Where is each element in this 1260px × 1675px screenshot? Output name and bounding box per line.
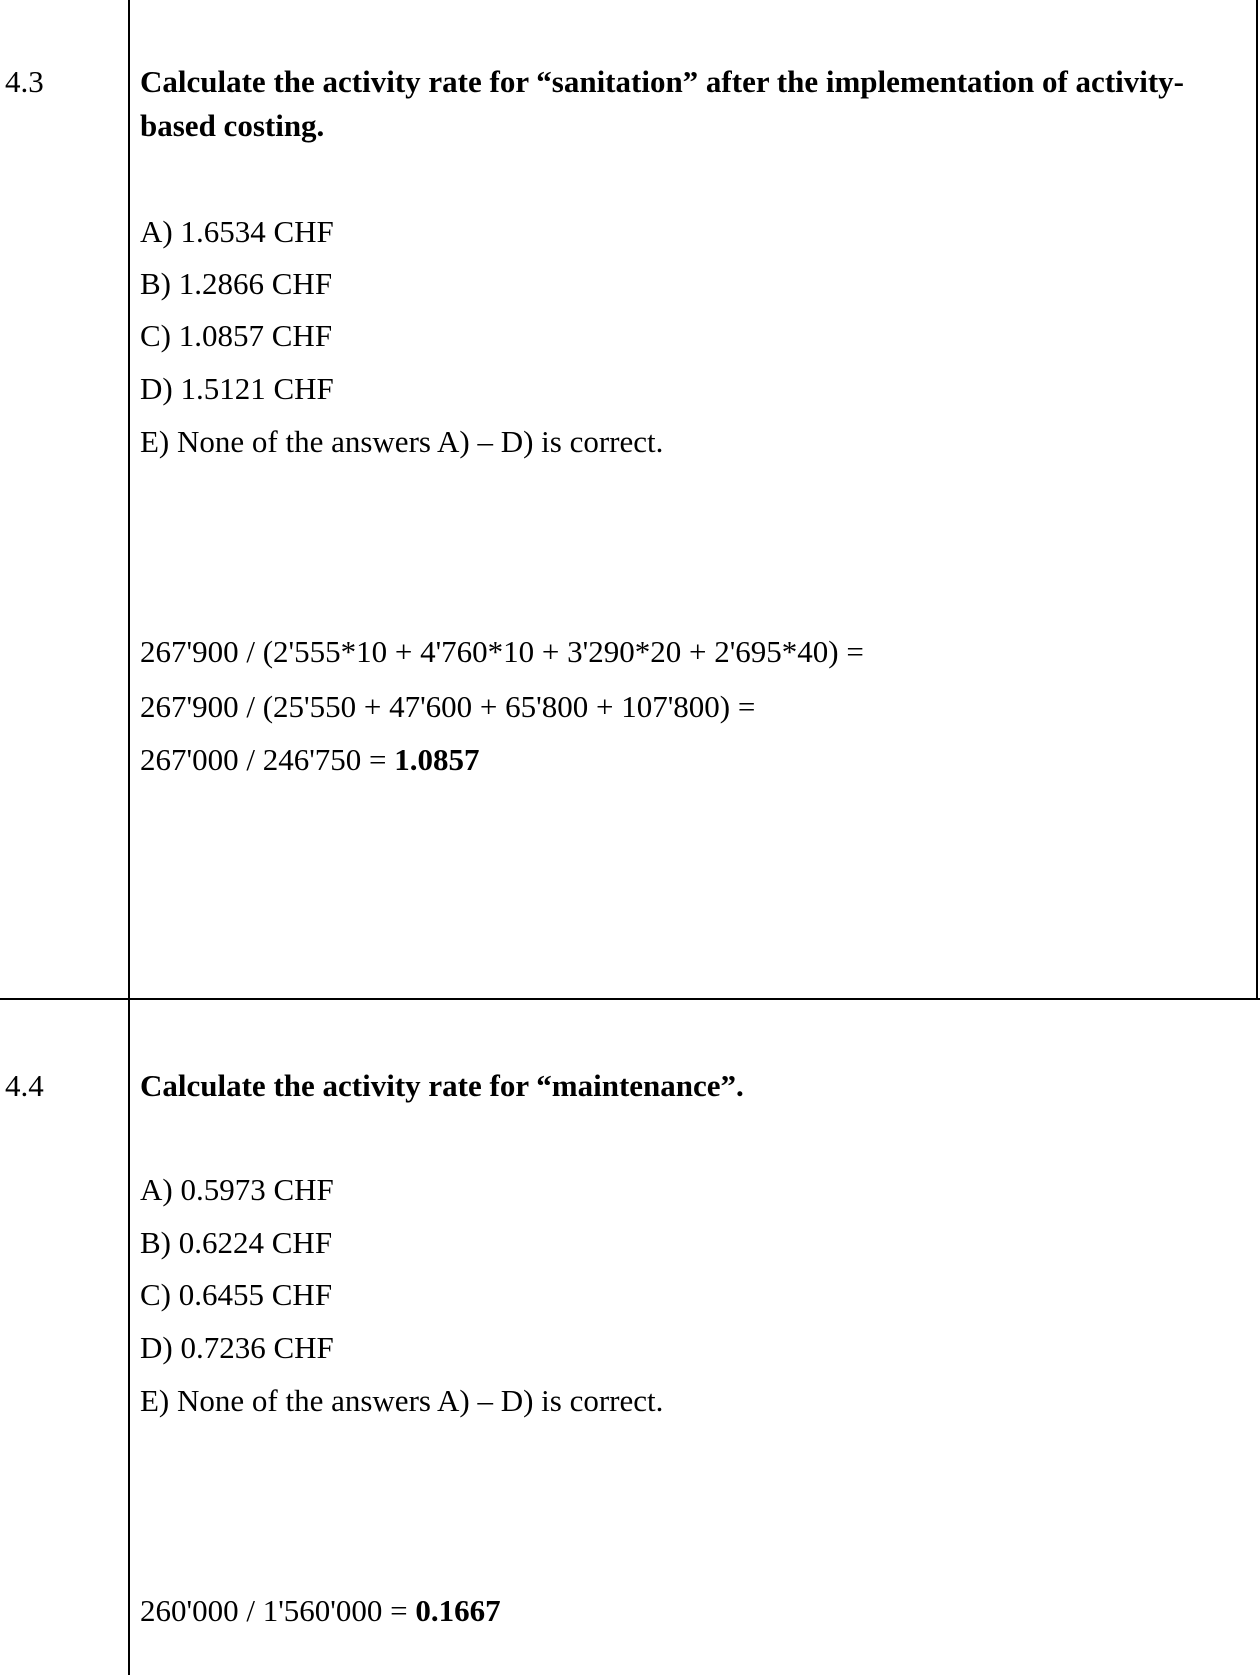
calc-result: 1.0857: [394, 742, 480, 777]
row-divider: [0, 998, 1260, 1000]
calc-text: 267'000 / 246'750 =: [140, 742, 395, 777]
calc-text: 260'000 / 1'560'000 =: [140, 1593, 416, 1628]
option-e: E) None of the answers A) – D) is correct.: [140, 1383, 664, 1418]
calculation-line: [140, 1593, 501, 1629]
option-c: C) 1.0857 CHF: [140, 318, 333, 353]
question-prompt: Calculate the activity rate for “sanitation” after the implementation of activity-based costing.: [140, 64, 1185, 143]
calc-text: 267'900 / (2'555*10 + 4'760*10 + 3'290*20 + 2'695*40) =: [140, 634, 864, 669]
option-a: A) 0.5973 CHF: [140, 1172, 334, 1207]
option-a: A) 1.6534 CHF: [140, 214, 334, 249]
right-border: [1256, 0, 1258, 1000]
calculation-line: [140, 742, 480, 778]
option-c: C) 0.6455 CHF: [140, 1277, 333, 1312]
calculation-line: [140, 634, 864, 670]
calc-text: 267'900 / (25'550 + 47'600 + 65'800 + 107'800) =: [140, 689, 756, 724]
option-e: E) None of the answers A) – D) is correct.: [140, 424, 664, 459]
option-d: D) 0.7236 CHF: [140, 1330, 334, 1365]
option-b: B) 1.2866 CHF: [140, 266, 333, 301]
option-d: D) 1.5121 CHF: [140, 371, 334, 406]
calculation-line: [140, 689, 755, 725]
option-b: B) 0.6224 CHF: [140, 1225, 333, 1260]
question-number: 4.4: [5, 1068, 44, 1103]
calc-result: 0.1667: [415, 1593, 501, 1628]
column-divider: [128, 0, 130, 1675]
question-number: 4.3: [5, 64, 44, 99]
question-prompt: Calculate the activity rate for “maintenance”.: [140, 1068, 744, 1103]
